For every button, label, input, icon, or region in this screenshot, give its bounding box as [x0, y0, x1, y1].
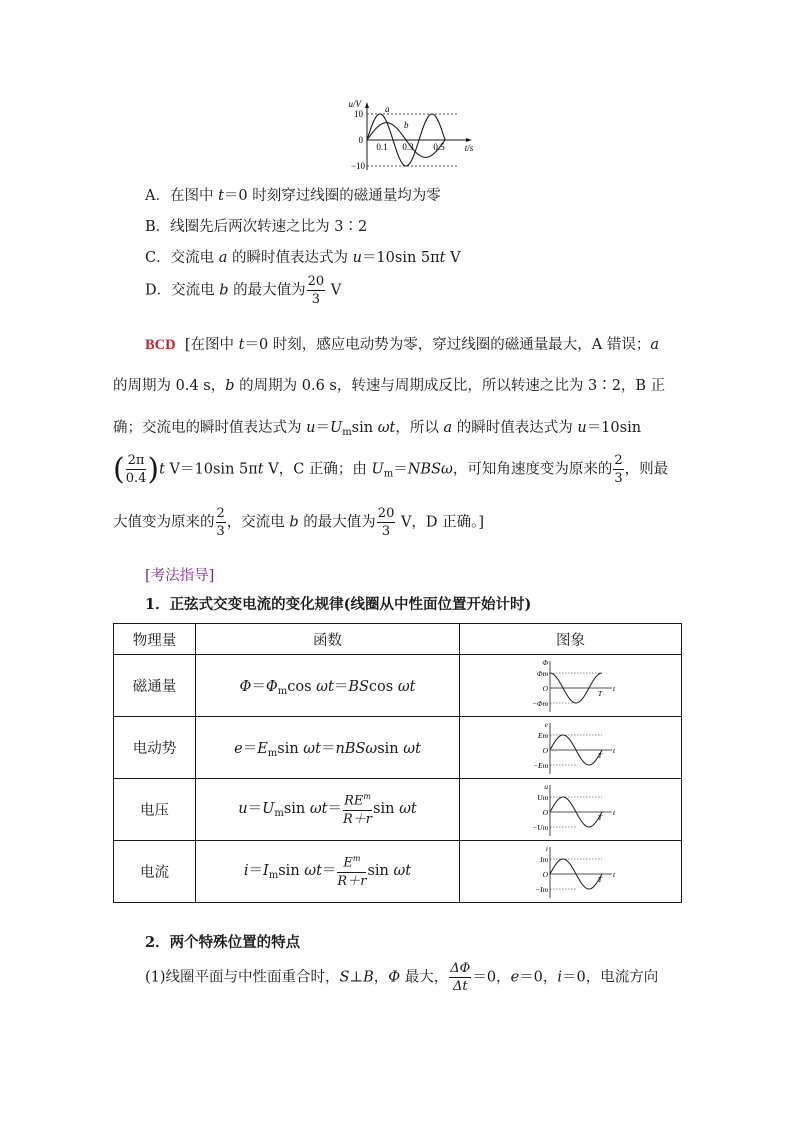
row-formula: $i=I_m\sin$ ωt＝ $\frac{E^m}{R+r}$ sin ωt — [196, 841, 460, 903]
mini-y-label: Φ — [541, 657, 548, 667]
row-name: 电压 — [114, 779, 196, 841]
table-row — [114, 779, 682, 841]
y-axis-label: u/V — [348, 100, 361, 109]
x-axis-label: t/s — [464, 143, 474, 153]
row-name: 电流 — [114, 841, 196, 903]
section-tag: [考法指导] — [145, 568, 215, 584]
answer-line-1: BCD [在图中 t＝0 时刻，感应电动势为零，穿过线圈的磁通量最大，A 错误；a — [145, 337, 660, 353]
emf-graph — [526, 720, 616, 776]
mini-t-label: t — [612, 745, 615, 755]
current-graph — [526, 844, 616, 900]
x-axis-arrow — [466, 138, 472, 142]
mini-y-bottom: −Em — [532, 760, 548, 770]
table-row — [114, 655, 682, 717]
y-tick-10: 10 — [354, 109, 363, 119]
mini-y-label: i — [545, 843, 548, 853]
option-c: C．交流电 a 的瞬时值表达式为 u＝10sin 5πt V — [145, 250, 461, 266]
row-formula: $e=E_m\sin$ ωt＝nBSωsin ωt — [196, 717, 460, 779]
answer-line-4: ( $\frac{2\pi}{0.4}$ )t V＝10sin 5πt V，C 正确；由 $U_m=NBS\omega$，可知角速度变为原来的 $\frac{2}{3}$ ，则最 — [113, 452, 669, 487]
y-tick-neg10: −10 — [350, 161, 365, 171]
row-name: 电动势 — [114, 717, 196, 779]
mini-y-bottom: −Φm — [531, 698, 548, 708]
mini-y-top: Um — [536, 792, 548, 802]
mini-origin: O — [542, 745, 548, 755]
y-tick-0: 0 — [358, 135, 363, 145]
fraction-20-3: $\frac{20}{3}$ — [307, 274, 325, 307]
option-d: D．交流电 b 的最大值为 $\frac{20}{3}$ V — [145, 274, 342, 307]
mini-period-label: T — [597, 874, 602, 884]
curve-b-label: b — [404, 120, 409, 130]
mini-y-label: e — [544, 719, 548, 729]
row-graph — [460, 655, 682, 717]
header-quantity: 物理量 — [114, 624, 196, 655]
y-axis-arrow — [365, 102, 369, 108]
mini-y-top: Em — [537, 730, 548, 740]
heading-1: 1．正弦式交变电流的变化规律(线圈从中性面位置开始计时) — [145, 596, 532, 613]
answer-line-5: 大值变为原来的 $\frac{2}{3}$ ，交流电 b 的最大值为 $\frac{20}{3}$ V，D 正确。] — [113, 506, 485, 539]
last-paragraph-line: (1)线圈平面与中性面重合时，S⊥B，Φ 最大， $\frac{\Delta\Phi}{\Delta t}$ ＝0，e＝0，i＝0，电流方向 — [145, 961, 659, 994]
curve-a-label: a — [385, 104, 390, 114]
mini-t-label: t — [612, 869, 615, 879]
table-row — [114, 717, 682, 779]
x-tick-0.3: 0.3 — [402, 142, 414, 152]
voltage-time-graph — [340, 100, 480, 172]
mini-period-label: T — [597, 688, 602, 698]
mini-t-label: t — [612, 683, 615, 693]
mini-y-top: Φm — [536, 668, 548, 678]
row-graph — [460, 841, 682, 903]
mini-origin: O — [542, 869, 548, 879]
row-graph — [460, 717, 682, 779]
table-header-row — [114, 624, 682, 655]
mini-period-label: T — [597, 812, 602, 822]
row-formula: $u=U_m\sin$ ωt＝ $\frac{RE^m}{R+r}$ sin ωt — [196, 779, 460, 841]
row-formula: $\Phi=\Phi_m\cos$ ωt＝BScos ωt — [196, 655, 460, 717]
flux-graph — [526, 658, 616, 714]
mini-origin: O — [542, 807, 548, 817]
mini-y-bottom: −Im — [534, 884, 548, 894]
option-a: A．在图中 t＝0 时刻穿过线圈的磁通量均为零 — [145, 188, 441, 204]
mini-origin: O — [542, 683, 548, 693]
header-function: 函数 — [196, 624, 460, 655]
mini-y-top: Im — [539, 854, 548, 864]
heading-2: 2．两个特殊位置的特点 — [145, 934, 301, 951]
answer-line-2: 的周期为 0.4 s，b 的周期为 0.6 s，转速与周期成反比，所以转速之比为 3∶2，B 正 — [113, 378, 666, 394]
row-name: 磁通量 — [114, 655, 196, 717]
answer-line-3: 确；交流电的瞬时值表达式为 $u=U_m\sin$ ωt，所以 a 的瞬时值表达式为 u＝10sin — [113, 420, 642, 438]
x-tick-0.5: 0.5 — [433, 142, 445, 152]
answer-label: BCD — [145, 337, 176, 353]
option-b: B．线圈先后两次转速之比为 3∶2 — [145, 219, 368, 235]
mini-period-label: T — [597, 750, 602, 760]
voltage-graph — [526, 782, 616, 838]
mini-y-bottom: −Um — [531, 822, 548, 832]
row-graph — [460, 779, 682, 841]
header-graph: 图象 — [460, 624, 682, 655]
mini-y-label: u — [543, 781, 548, 791]
ac-variation-table — [113, 623, 682, 903]
mini-t-label: t — [612, 807, 615, 817]
x-tick-0.1: 0.1 — [376, 142, 388, 152]
table-row — [114, 841, 682, 903]
